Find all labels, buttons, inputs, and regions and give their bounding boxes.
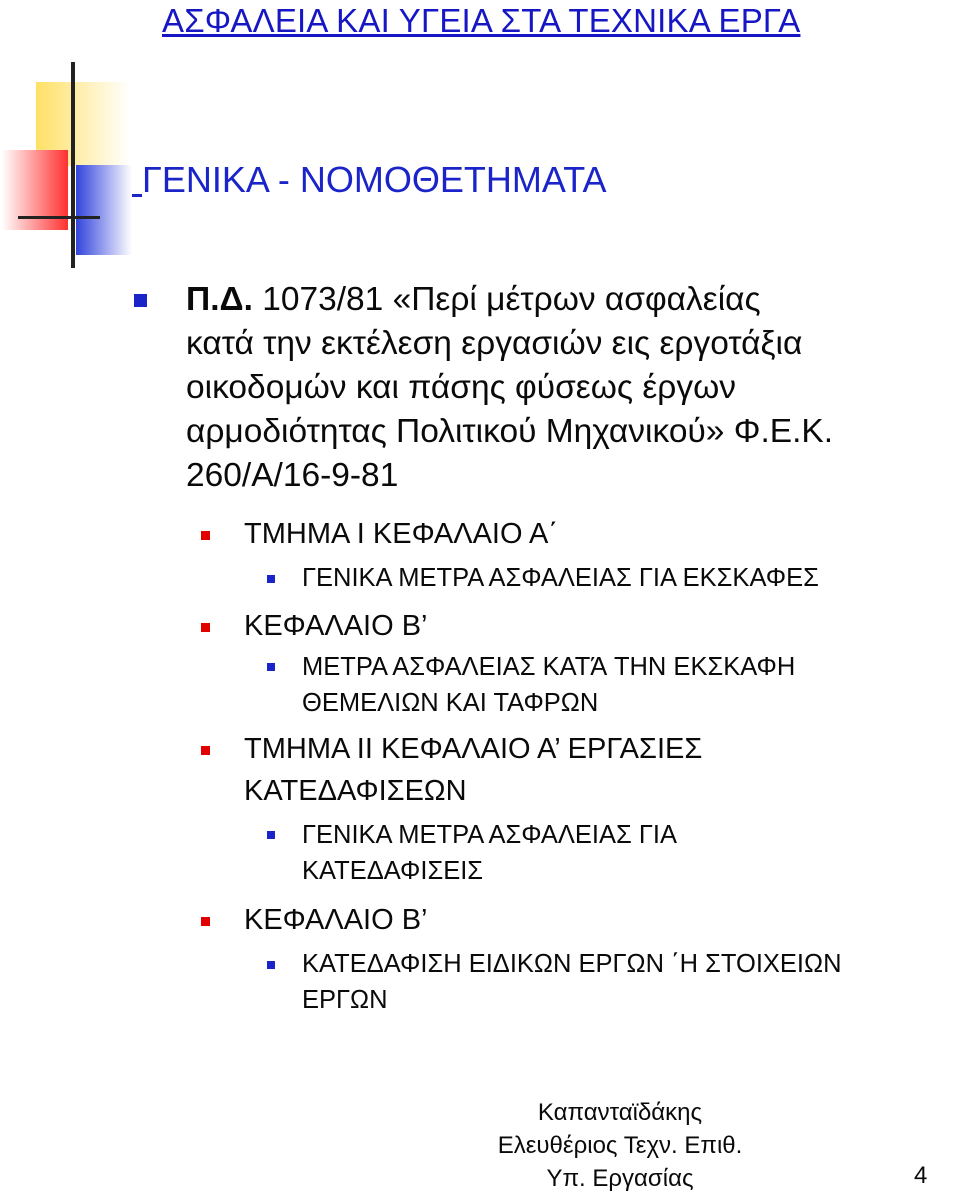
section2-text: ΚΕΦΑΛΑΙΟ Β’ <box>244 610 428 642</box>
main-line-2: κατά την εκτέλεση εργασιών εις εργοτάξια <box>186 325 803 362</box>
deco-vertical-line <box>71 62 75 268</box>
section3-bullet <box>201 746 210 755</box>
section2-sub-line1: ΜΕΤΡΑ ΑΣΦΑΛΕΙΑΣ ΚΑΤΆ ΤΗΝ ΕΚΣΚΑΦΗ <box>302 653 796 681</box>
section4-sub-line2: ΕΡΓΩΝ <box>302 986 388 1014</box>
top-link[interactable]: ΑΣΦΑΛΕΙΑ ΚΑΙ ΥΓΕΙΑ ΣΤΑ ΤΕΧΝΙΚΑ ΕΡΓΑ <box>162 2 801 39</box>
main-item-text <box>186 278 946 498</box>
deco-horizontal-line <box>18 216 100 219</box>
section1-bullet <box>201 531 210 540</box>
section3-sub-line2: ΚΑΤΕΔΑΦΙΣΕΙΣ <box>302 857 484 885</box>
section3-sub-bullet <box>267 831 275 839</box>
title-underline-lead <box>132 159 142 200</box>
section4-bullet <box>201 917 210 926</box>
main-line-1 <box>186 278 946 322</box>
section3-line1: ΤΜΗΜΑ ΙΙ ΚΕΦΑΛΑΙΟ Α’ ΕΡΓΑΣΙΕΣ <box>244 733 703 765</box>
main-line-4: αρμοδιότητας Πολιτικού Μηχανικού» Φ.Ε.Κ. <box>186 413 834 450</box>
section1-sub-bullet <box>267 575 275 583</box>
footer-line3: Υπ. Εργασίας <box>546 1165 694 1192</box>
main-bullet <box>134 294 147 307</box>
main-line-5: 260/Α/16-9-81 <box>186 457 399 494</box>
main-line-3: οικοδομών και πάσης φύσεως έργων <box>186 369 736 406</box>
decree-label: Π.Δ. <box>186 281 253 318</box>
footer-author: Καπανταϊδάκης <box>537 1099 703 1126</box>
footer-line2: Ελευθέριος Τεχν. Επιθ. <box>497 1132 743 1159</box>
page-number: 4 <box>914 1162 928 1189</box>
deco-blue-block <box>76 165 132 255</box>
slide-title <box>132 159 607 201</box>
slide-title-text: ΓΕΝΙΚΑ - ΝΟΜΟΘΕΤΗΜΑΤΑ <box>142 159 607 200</box>
section4-sub-line1: ΚΑΤΕΔΑΦΙΣΗ ΕΙΔΙΚΩΝ ΕΡΓΩΝ ΄Η ΣΤΟΙΧΕΙΩΝ <box>302 950 842 978</box>
section4-sub-bullet <box>267 961 275 969</box>
section1-sub-text: ΓΕΝΙΚΑ ΜΕΤΡΑ ΑΣΦΑΛΕΙΑΣ ΓΙΑ ΕΚΣΚΑΦΕΣ <box>302 564 819 592</box>
section2-sub-line2: ΘΕΜΕΛΙΩΝ ΚΑΙ ΤΑΦΡΩΝ <box>302 689 599 717</box>
section4-text: ΚΕΦΑΛΑΙΟ Β’ <box>244 904 428 936</box>
footer-author-block <box>380 1096 860 1195</box>
decorative-graphic <box>0 0 140 270</box>
section2-sub-bullet <box>267 663 275 671</box>
section3-line2: ΚΑΤΕΔΑΦΙΣΕΩΝ <box>244 775 467 807</box>
section1-text: ΤΜΗΜΑ Ι ΚΕΦΑΛΑΙΟ Α΄ <box>244 518 559 550</box>
section2-bullet <box>201 623 210 632</box>
main-line-1-text: 1073/81 «Περί μέτρων ασφαλείας <box>252 281 761 318</box>
section3-sub-line1: ΓΕΝΙΚΑ ΜΕΤΡΑ ΑΣΦΑΛΕΙΑΣ ΓΙΑ <box>302 821 677 849</box>
